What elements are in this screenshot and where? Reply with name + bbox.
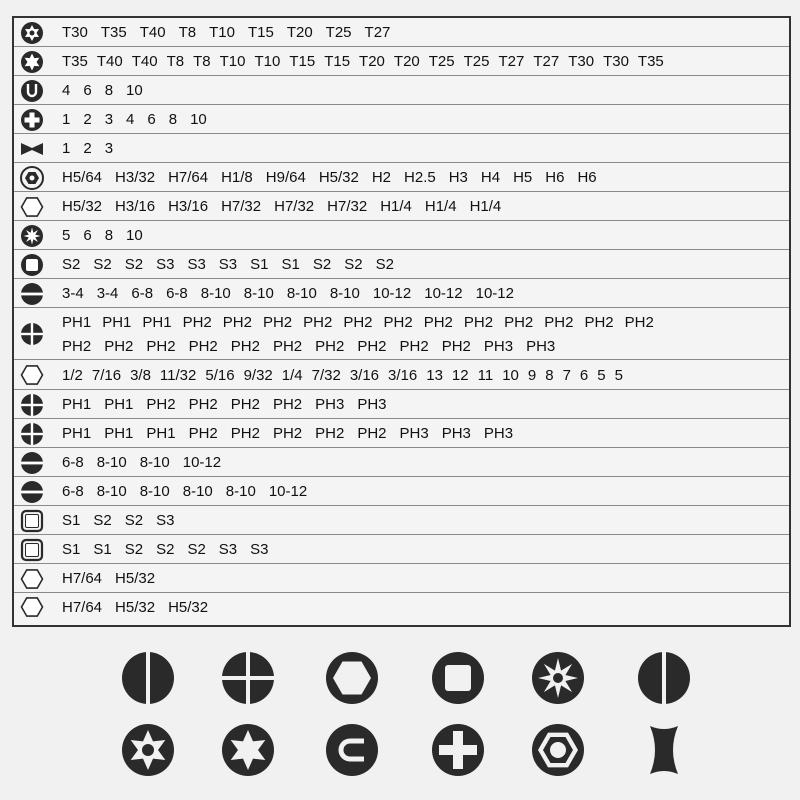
row-values bbox=[62, 567, 785, 590]
bit-size: H5/32 bbox=[115, 598, 156, 616]
row-values bbox=[62, 137, 785, 160]
slotted-icon bbox=[20, 480, 44, 504]
bit-size: PH3 bbox=[483, 338, 514, 355]
table-row bbox=[14, 360, 789, 390]
bit-size: H7/32 bbox=[327, 198, 368, 215]
bit-size: S3 bbox=[218, 256, 238, 273]
bit-size: 8 bbox=[168, 111, 178, 128]
bit-size: 8-10 bbox=[225, 483, 256, 500]
table-row bbox=[14, 192, 789, 221]
bit-size: 2 bbox=[83, 140, 92, 157]
hex-tamper-icon bbox=[20, 166, 44, 190]
bit-size: H7/32 bbox=[274, 198, 315, 215]
bit-size: 8 bbox=[545, 366, 554, 384]
torx-icon bbox=[20, 50, 44, 74]
value-line bbox=[62, 282, 785, 305]
row-values bbox=[62, 451, 785, 474]
bit-size: S3 bbox=[218, 541, 238, 558]
cross-icon bbox=[20, 108, 44, 132]
bit-size: S2 bbox=[156, 541, 175, 558]
bit-size: 3/16 bbox=[388, 366, 418, 384]
row-values bbox=[62, 311, 785, 359]
bit-size: PH2 bbox=[399, 338, 429, 355]
bit-size: 12 bbox=[451, 366, 469, 384]
bit-size: S2 bbox=[124, 541, 144, 558]
row-values bbox=[62, 108, 785, 131]
bit-size: H5/32 bbox=[62, 198, 103, 215]
row-values bbox=[62, 596, 785, 619]
row-values bbox=[62, 166, 785, 189]
table-row bbox=[14, 18, 789, 47]
bit-size: PH3 bbox=[399, 425, 429, 442]
row-values bbox=[62, 282, 785, 305]
bit-size: H2 bbox=[371, 169, 392, 186]
bit-size: 1/2 bbox=[62, 366, 83, 384]
u-shape-tip-icon bbox=[324, 722, 380, 778]
bit-size: H3/16 bbox=[168, 198, 209, 215]
value-line bbox=[62, 137, 785, 160]
bit-size: 8-10 bbox=[182, 483, 213, 500]
bit-size: 3-4 bbox=[96, 285, 119, 302]
value-line bbox=[62, 21, 785, 44]
bit-size: PH3 bbox=[315, 396, 345, 413]
u-shape-icon bbox=[20, 79, 44, 103]
bit-size: 1 bbox=[62, 140, 71, 157]
value-line bbox=[62, 253, 785, 276]
bit-size: 8 bbox=[104, 227, 114, 244]
bit-size: PH2 bbox=[104, 338, 134, 355]
table-row bbox=[14, 250, 789, 279]
bit-size: PH1 bbox=[146, 425, 176, 442]
bit-size: 9/32 bbox=[243, 366, 273, 384]
bit-size: 6 bbox=[83, 227, 92, 244]
value-line bbox=[62, 364, 785, 387]
table-row bbox=[14, 76, 789, 105]
bit-size: S3 bbox=[187, 256, 206, 273]
bit-size: 10 bbox=[190, 111, 207, 128]
bit-size: S2 bbox=[187, 541, 206, 558]
bit-size: 10 bbox=[502, 366, 519, 384]
torx-tamper-tip-icon bbox=[120, 722, 176, 778]
slotted-icon bbox=[20, 451, 44, 475]
bit-size: 8-10 bbox=[139, 454, 170, 471]
bit-size: S2 bbox=[375, 256, 394, 273]
bit-size: H3/32 bbox=[115, 169, 156, 186]
bit-size: 11/32 bbox=[159, 366, 197, 384]
bit-size: PH2 bbox=[383, 314, 413, 331]
table-row bbox=[14, 308, 789, 360]
bit-size: T35 bbox=[637, 53, 664, 70]
bit-size: PH2 bbox=[146, 396, 176, 413]
bit-size: S3 bbox=[156, 256, 175, 273]
bit-size: T8 bbox=[193, 53, 211, 70]
bit-size: T20 bbox=[286, 24, 313, 41]
cross-tip-icon bbox=[430, 722, 486, 778]
phillips-icon bbox=[20, 422, 44, 446]
bit-size: T25 bbox=[325, 24, 352, 41]
bit-size: H9/64 bbox=[265, 169, 306, 186]
bit-size: PH2 bbox=[463, 314, 494, 331]
row-values bbox=[62, 21, 785, 44]
bit-size: H7/32 bbox=[221, 198, 262, 215]
table-row bbox=[14, 535, 789, 564]
bit-size: PH2 bbox=[230, 396, 260, 413]
bit-size: 5 bbox=[62, 227, 71, 244]
bit-size: PH2 bbox=[441, 338, 471, 355]
bit-size: 3/8 bbox=[130, 366, 151, 384]
bit-size: PH2 bbox=[544, 314, 574, 331]
square-tip-icon bbox=[430, 650, 486, 706]
bit-size: H5/32 bbox=[318, 169, 359, 186]
bit-size: 1/4 bbox=[281, 366, 303, 384]
table-row bbox=[14, 419, 789, 448]
bit-size: H7/64 bbox=[62, 570, 103, 587]
bit-size: H3/16 bbox=[115, 198, 156, 215]
bit-size: T20 bbox=[359, 53, 385, 70]
table-row bbox=[14, 593, 789, 621]
bit-size: H1/4 bbox=[469, 198, 502, 215]
value-line bbox=[62, 79, 785, 102]
row-values bbox=[62, 224, 785, 247]
square-outline-icon bbox=[20, 509, 44, 533]
bit-size: PH2 bbox=[303, 314, 333, 331]
bit-size: H4 bbox=[480, 169, 501, 186]
bit-size: 10-12 bbox=[372, 285, 412, 302]
value-line bbox=[62, 195, 785, 218]
bit-size: 3/16 bbox=[349, 366, 380, 384]
table-row bbox=[14, 279, 789, 308]
bit-size: 5 bbox=[597, 366, 606, 384]
bit-size-table bbox=[12, 16, 791, 627]
bit-size: PH2 bbox=[624, 314, 654, 331]
square-outline-icon bbox=[20, 538, 44, 562]
bit-size: PH2 bbox=[357, 425, 387, 442]
value-line bbox=[62, 311, 785, 335]
bit-size: PH2 bbox=[188, 338, 218, 355]
bit-size: PH3 bbox=[483, 425, 514, 442]
bit-size: S2 bbox=[124, 256, 144, 273]
bit-size: PH3 bbox=[526, 338, 556, 355]
bit-size: 8-10 bbox=[243, 285, 274, 302]
bit-size: T27 bbox=[533, 53, 560, 70]
bit-size: H6 bbox=[545, 169, 565, 186]
bit-size: PH2 bbox=[146, 338, 176, 355]
bit-size: PH1 bbox=[102, 314, 132, 331]
bit-size: T25 bbox=[463, 53, 490, 70]
bit-size: PH1 bbox=[62, 396, 92, 413]
bit-size: 7/32 bbox=[311, 366, 341, 384]
bit-size: 10-12 bbox=[424, 285, 463, 302]
bit-size: PH1 bbox=[104, 425, 134, 442]
bit-size: S2 bbox=[93, 256, 112, 273]
row-values bbox=[62, 364, 785, 387]
bit-size: H3 bbox=[448, 169, 468, 186]
bowtie-tip-icon bbox=[636, 722, 692, 778]
bit-size: 8-10 bbox=[200, 285, 231, 302]
table-row bbox=[14, 477, 789, 506]
bit-size: PH2 bbox=[504, 314, 534, 331]
bit-size: H5 bbox=[513, 169, 533, 186]
bit-size: 10 bbox=[126, 82, 143, 99]
slotted-icon bbox=[20, 282, 44, 306]
bit-size: 6 bbox=[579, 366, 589, 384]
bit-size: 8-10 bbox=[329, 285, 360, 302]
bit-size: T10 bbox=[254, 53, 281, 70]
bit-size: PH1 bbox=[142, 314, 172, 331]
bit-size: 10-12 bbox=[268, 483, 308, 500]
bit-size: T10 bbox=[209, 24, 235, 41]
bit-size: PH2 bbox=[272, 425, 303, 442]
bit-size: 4 bbox=[126, 111, 135, 128]
bit-size: 7/16 bbox=[91, 366, 122, 384]
bit-size: 2 bbox=[83, 111, 92, 128]
hex-nut-icon bbox=[20, 363, 44, 387]
bit-size: PH2 bbox=[272, 396, 303, 413]
bit-size: 4 bbox=[62, 82, 71, 99]
bit-size: T27 bbox=[364, 24, 391, 41]
bit-size: PH2 bbox=[315, 425, 345, 442]
bit-size: PH3 bbox=[441, 425, 471, 442]
bit-size: H1/4 bbox=[424, 198, 457, 215]
row-values bbox=[62, 195, 785, 218]
bit-size: T40 bbox=[131, 53, 158, 70]
bit-size: T30 bbox=[62, 24, 88, 41]
table-row bbox=[14, 221, 789, 250]
value-line bbox=[62, 480, 785, 503]
row-values bbox=[62, 79, 785, 102]
bit-size: H5/64 bbox=[62, 169, 103, 186]
bit-size: T35 bbox=[100, 24, 127, 41]
value-line bbox=[62, 50, 785, 73]
triwing-star-tip-icon bbox=[530, 650, 586, 706]
slotted-tip-icon bbox=[636, 650, 692, 706]
bit-size: PH2 bbox=[222, 314, 252, 331]
bit-size: H7/64 bbox=[168, 169, 209, 186]
bit-size: 10-12 bbox=[475, 285, 514, 302]
bit-size: S3 bbox=[250, 541, 269, 558]
bit-size: H6 bbox=[577, 169, 597, 186]
bit-size: 6 bbox=[83, 82, 92, 99]
bit-size: PH2 bbox=[230, 338, 260, 355]
row-values bbox=[62, 538, 785, 561]
bit-size: S2 bbox=[312, 256, 332, 273]
value-line bbox=[62, 422, 785, 445]
hex-outline-icon bbox=[20, 595, 44, 619]
bit-size: PH2 bbox=[188, 425, 218, 442]
bit-size: 8-10 bbox=[96, 454, 127, 471]
bit-size: PH1 bbox=[104, 396, 134, 413]
bit-size: 6-8 bbox=[62, 483, 84, 500]
bit-size: 8-10 bbox=[96, 483, 127, 500]
value-line bbox=[62, 509, 785, 532]
bit-size: PH1 bbox=[62, 314, 92, 331]
bit-size: 10 bbox=[126, 227, 143, 244]
table-row bbox=[14, 390, 789, 419]
bit-size: T15 bbox=[324, 53, 351, 70]
bit-size: 13 bbox=[426, 366, 443, 384]
hex-tamper-tip-icon bbox=[530, 722, 586, 778]
bit-size: 8 bbox=[104, 82, 114, 99]
phillips-tip-icon bbox=[220, 650, 276, 706]
table-row bbox=[14, 134, 789, 163]
table-row bbox=[14, 448, 789, 477]
phillips-icon bbox=[20, 393, 44, 417]
bit-size: PH2 bbox=[62, 338, 92, 355]
bit-size: S2 bbox=[62, 256, 81, 273]
bit-size: H2.5 bbox=[404, 169, 436, 186]
bit-size: PH2 bbox=[357, 338, 387, 355]
row-values bbox=[62, 509, 785, 532]
row-values bbox=[62, 480, 785, 503]
bit-size: T27 bbox=[498, 53, 525, 70]
bit-size: T15 bbox=[289, 53, 316, 70]
value-line bbox=[62, 596, 785, 619]
square-icon bbox=[20, 253, 44, 277]
bit-size: PH2 bbox=[230, 425, 260, 442]
bit-size: 3 bbox=[104, 140, 114, 157]
value-line bbox=[62, 393, 785, 416]
bit-size: PH2 bbox=[343, 314, 373, 331]
hex-outline-icon bbox=[20, 567, 44, 591]
bit-size: PH3 bbox=[357, 396, 387, 413]
bit-size: T8 bbox=[166, 53, 185, 70]
bit-size: PH2 bbox=[182, 314, 212, 331]
bit-size: H5/32 bbox=[168, 598, 209, 616]
bit-size: 1 bbox=[62, 111, 71, 128]
bit-size: T35 bbox=[62, 53, 88, 70]
bit-size: PH2 bbox=[584, 314, 614, 331]
bit-size: S1 bbox=[281, 256, 300, 273]
bit-size: T30 bbox=[568, 53, 595, 70]
bit-size: H1/4 bbox=[380, 198, 412, 215]
table-row bbox=[14, 506, 789, 535]
triwing-star-icon bbox=[20, 224, 44, 248]
bit-size: S2 bbox=[344, 256, 363, 273]
value-line bbox=[62, 538, 785, 561]
table-row bbox=[14, 163, 789, 192]
bit-size: 6-8 bbox=[166, 285, 188, 302]
bit-size: S2 bbox=[124, 512, 144, 529]
row-values bbox=[62, 422, 785, 445]
bit-size: 5 bbox=[614, 366, 623, 384]
slotted-tip-icon bbox=[120, 650, 176, 706]
bit-size: S1 bbox=[250, 256, 269, 273]
bit-size: T20 bbox=[393, 53, 420, 70]
bit-size: 5/16 bbox=[205, 366, 235, 384]
value-line bbox=[62, 166, 785, 189]
row-values bbox=[62, 393, 785, 416]
torx-tamper-icon bbox=[20, 21, 44, 45]
bit-size: S1 bbox=[93, 541, 112, 558]
bit-size: 9 bbox=[527, 366, 537, 384]
value-line bbox=[62, 335, 785, 359]
hex-icon bbox=[20, 195, 44, 219]
bit-size: S1 bbox=[62, 512, 81, 529]
bit-size: 8-10 bbox=[286, 285, 317, 302]
bit-size: S3 bbox=[156, 512, 175, 529]
bit-size: 8-10 bbox=[139, 483, 170, 500]
bit-size: 10-12 bbox=[182, 454, 222, 471]
bit-size: T25 bbox=[428, 53, 455, 70]
table-row bbox=[14, 105, 789, 134]
bit-size: T40 bbox=[96, 53, 123, 70]
phillips-icon bbox=[20, 322, 44, 346]
value-line bbox=[62, 108, 785, 131]
bit-size: T15 bbox=[247, 24, 274, 41]
bit-size: T8 bbox=[178, 24, 197, 41]
bit-size: S1 bbox=[62, 541, 81, 558]
table-row bbox=[14, 47, 789, 76]
bit-size: H5/32 bbox=[115, 570, 156, 587]
bit-size: PH2 bbox=[423, 314, 453, 331]
row-values bbox=[62, 50, 785, 73]
bit-size: 6-8 bbox=[62, 454, 84, 471]
bit-size: H7/64 bbox=[62, 598, 103, 616]
torx-tip-icon bbox=[220, 722, 276, 778]
bit-size: 6 bbox=[147, 111, 156, 128]
bit-type-legend bbox=[0, 630, 800, 800]
bit-size: H1/8 bbox=[221, 169, 253, 186]
bit-size: 7 bbox=[562, 366, 571, 384]
bit-size: PH2 bbox=[315, 338, 345, 355]
bit-size: PH2 bbox=[188, 396, 218, 413]
hex-tip-icon bbox=[324, 650, 380, 706]
bit-size: T40 bbox=[139, 24, 166, 41]
row-values bbox=[62, 253, 785, 276]
value-line bbox=[62, 567, 785, 590]
bit-size: PH1 bbox=[62, 425, 92, 442]
bowtie-icon bbox=[20, 137, 44, 161]
bit-size: T30 bbox=[603, 53, 629, 70]
bit-size: T10 bbox=[219, 53, 246, 70]
table-row bbox=[14, 564, 789, 593]
bit-size: 11 bbox=[477, 366, 494, 384]
bit-size: PH2 bbox=[262, 314, 293, 331]
bit-size: 3-4 bbox=[62, 285, 84, 302]
bit-size: PH2 bbox=[272, 338, 303, 355]
value-line bbox=[62, 224, 785, 247]
value-line bbox=[62, 451, 785, 474]
bit-size: 3 bbox=[104, 111, 114, 128]
bit-size: S2 bbox=[93, 512, 112, 529]
bit-size: 6-8 bbox=[131, 285, 154, 302]
